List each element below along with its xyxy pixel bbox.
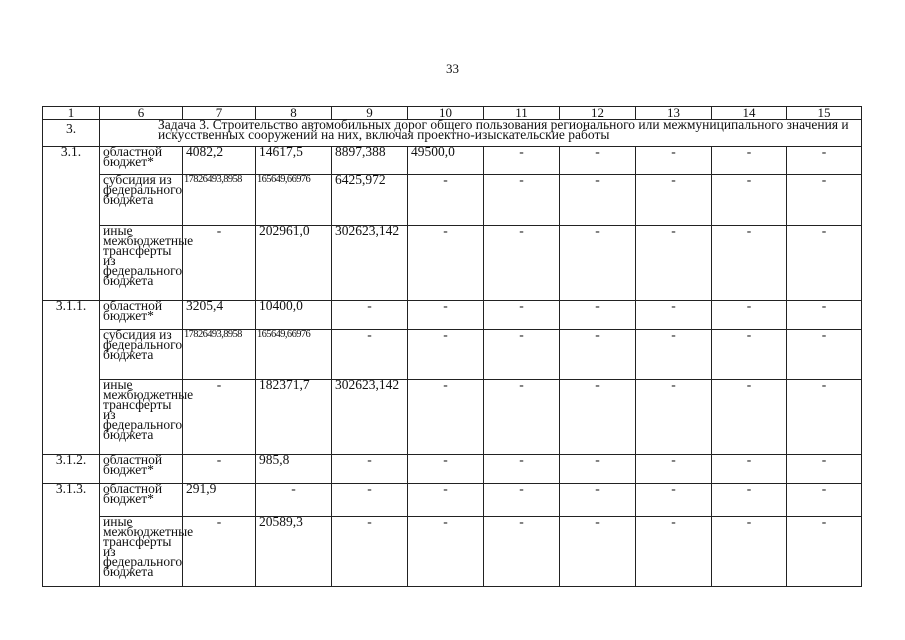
value-cell: - <box>712 380 787 455</box>
value-cell: - <box>484 301 560 330</box>
value-cell: 302623,142 <box>332 226 408 301</box>
value-cell: - <box>787 380 862 455</box>
value-cell: - <box>183 517 256 587</box>
value-cell: 165649,66976 <box>256 330 332 380</box>
value-cell: 3205,4 <box>183 301 256 330</box>
funding-source: иные межбюджетные трансферты из федерального бюджета <box>100 226 183 301</box>
value-cell: - <box>183 380 256 455</box>
value-cell: - <box>332 301 408 330</box>
header-cell: 15 <box>787 107 862 120</box>
value-cell: - <box>484 517 560 587</box>
header-cell: 12 <box>560 107 636 120</box>
value-cell: - <box>712 517 787 587</box>
header-cell: 6 <box>100 107 183 120</box>
budget-table-body <box>43 107 862 587</box>
value-cell: - <box>484 147 560 175</box>
header-cell: 1 <box>43 107 100 120</box>
value-cell: - <box>560 455 636 484</box>
value-cell: - <box>484 455 560 484</box>
value-cell: 17826493,8958 <box>183 175 256 226</box>
value-cell: - <box>183 455 256 484</box>
funding-source: областной бюджет* <box>100 484 183 517</box>
value-cell: - <box>560 301 636 330</box>
value-cell: 17826493,8958 <box>183 330 256 380</box>
value-cell: - <box>787 330 862 380</box>
funding-source: областной бюджет* <box>100 301 183 330</box>
value-cell: - <box>712 301 787 330</box>
value-cell: - <box>560 147 636 175</box>
value-cell: - <box>636 175 712 226</box>
value-cell: 8897,388 <box>332 147 408 175</box>
value-cell: - <box>560 175 636 226</box>
funding-source: субсидия из федерального бюджета <box>100 330 183 380</box>
value-cell: - <box>712 330 787 380</box>
value-cell: 20589,3 <box>256 517 332 587</box>
header-cell: 7 <box>183 107 256 120</box>
funding-source: областной бюджет* <box>100 147 183 175</box>
task-number: 3. <box>43 120 100 147</box>
value-cell: - <box>408 380 484 455</box>
value-cell: - <box>183 226 256 301</box>
value-cell: - <box>636 147 712 175</box>
table-row <box>43 484 862 517</box>
header-cell: 10 <box>408 107 484 120</box>
value-cell: 291,9 <box>183 484 256 517</box>
funding-source: иные межбюджетные трансферты из федерального бюджета <box>100 380 183 455</box>
value-cell: - <box>408 455 484 484</box>
funding-source: субсидия из федерального бюджета <box>100 175 183 226</box>
table-row <box>43 517 862 587</box>
row-number: 3.1.2. <box>43 455 100 484</box>
value-cell: - <box>712 226 787 301</box>
value-cell: - <box>256 484 332 517</box>
table-row <box>43 301 862 330</box>
value-cell: - <box>712 147 787 175</box>
value-cell: - <box>560 380 636 455</box>
budget-table <box>42 106 862 587</box>
header-cell: 11 <box>484 107 560 120</box>
value-cell: - <box>484 175 560 226</box>
row-number: 3.1.1. <box>43 301 100 455</box>
value-cell: - <box>787 147 862 175</box>
value-cell: - <box>408 517 484 587</box>
value-cell: 10400,0 <box>256 301 332 330</box>
value-cell: - <box>560 226 636 301</box>
task-description: Задача 3. Строительство автомобильных дорог общего пользования регионального или межмуниципального значения и искусственных сооружений на них, включая проектно-изыскательские работы <box>100 120 862 147</box>
value-cell: 182371,7 <box>256 380 332 455</box>
value-cell: 165649,66976 <box>256 175 332 226</box>
value-cell: 202961,0 <box>256 226 332 301</box>
value-cell: 985,8 <box>256 455 332 484</box>
page-number: 33 <box>446 61 459 76</box>
value-cell: - <box>636 301 712 330</box>
task-row <box>43 120 862 147</box>
value-cell: - <box>787 455 862 484</box>
value-cell: - <box>712 175 787 226</box>
value-cell: - <box>332 484 408 517</box>
value-cell: - <box>787 175 862 226</box>
table-row <box>43 455 862 484</box>
value-cell: - <box>484 380 560 455</box>
value-cell: - <box>636 517 712 587</box>
value-cell: - <box>332 517 408 587</box>
value-cell: - <box>712 455 787 484</box>
funding-source: иные межбюджетные трансферты из федерального бюджета <box>100 517 183 587</box>
value-cell: - <box>560 517 636 587</box>
value-cell: - <box>787 517 862 587</box>
value-cell: - <box>484 484 560 517</box>
value-cell: - <box>787 226 862 301</box>
value-cell: - <box>408 330 484 380</box>
row-number: 3.1.3. <box>43 484 100 587</box>
header-cell: 13 <box>636 107 712 120</box>
value-cell: 6425,972 <box>332 175 408 226</box>
table-row <box>43 175 862 226</box>
value-cell: 302623,142 <box>332 380 408 455</box>
value-cell: 49500,0 <box>408 147 484 175</box>
header-cell: 9 <box>332 107 408 120</box>
value-cell: - <box>787 484 862 517</box>
value-cell: - <box>332 455 408 484</box>
value-cell: - <box>636 330 712 380</box>
value-cell: - <box>332 330 408 380</box>
value-cell: 4082,2 <box>183 147 256 175</box>
table-row <box>43 147 862 175</box>
header-cell: 8 <box>256 107 332 120</box>
table-row <box>43 330 862 380</box>
funding-source: областной бюджет* <box>100 455 183 484</box>
value-cell: - <box>636 484 712 517</box>
value-cell: - <box>408 301 484 330</box>
table-row <box>43 226 862 301</box>
header-cell: 14 <box>712 107 787 120</box>
value-cell: - <box>560 330 636 380</box>
value-cell: - <box>560 484 636 517</box>
value-cell: 14617,5 <box>256 147 332 175</box>
value-cell: - <box>636 380 712 455</box>
row-number: 3.1. <box>43 147 100 301</box>
value-cell: - <box>636 226 712 301</box>
value-cell: - <box>408 175 484 226</box>
value-cell: - <box>408 226 484 301</box>
value-cell: - <box>787 301 862 330</box>
value-cell: - <box>636 455 712 484</box>
value-cell: - <box>408 484 484 517</box>
value-cell: - <box>484 330 560 380</box>
value-cell: - <box>484 226 560 301</box>
table-row <box>43 380 862 455</box>
value-cell: - <box>712 484 787 517</box>
